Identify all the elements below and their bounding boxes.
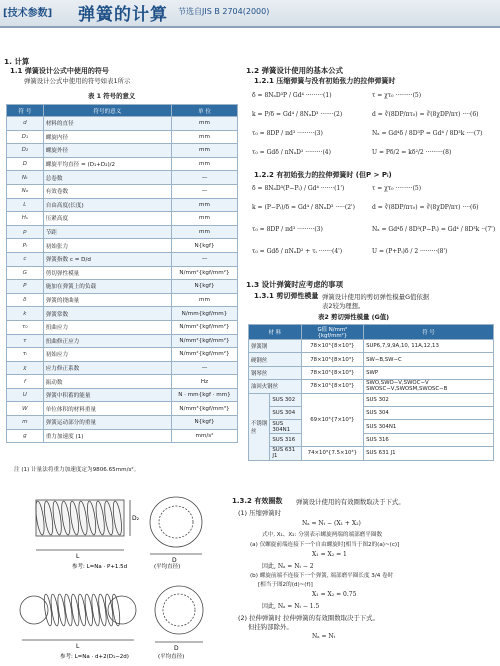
symbol-cell: δ <box>7 293 44 307</box>
table-row <box>249 406 494 419</box>
eq-case-b-result: 因此, Nₐ = Nₜ − 1.5 <box>262 603 320 610</box>
formula: τ₀ = 8DP / πd³ ·········(3) <box>252 226 323 233</box>
material-cell: 油回火钢丝 <box>249 380 302 393</box>
table-row <box>7 280 238 294</box>
section-1-3-1-desc2: 表2较为理想。 <box>322 302 365 310</box>
symbol-cell: τᵢ <box>7 348 44 362</box>
table-row <box>7 212 238 226</box>
unit-cell: mm <box>171 198 237 212</box>
meaning-cell: 螺旋内径 <box>43 130 171 144</box>
table-row <box>7 361 238 375</box>
unit-cell: — <box>171 171 237 185</box>
table-row <box>7 252 238 266</box>
symbol-cell: m <box>7 416 44 430</box>
formula: Nₐ = Gd⁴δ / 8D³(P−Pᵢ) = Gd⁴ / 8D³k ··(7') <box>372 226 496 233</box>
symbol-cell: D <box>7 157 44 171</box>
table-row <box>7 144 238 158</box>
formula: τ₀ = 8DP / πd³ ·········(3) <box>252 130 323 137</box>
meaning-cell: 振动数 <box>43 375 171 389</box>
unit-cell: Hz <box>171 375 237 389</box>
dim-label-l: L <box>76 553 80 560</box>
meaning-cell: 弹簧中积蓄的能量 <box>43 388 171 402</box>
symbol-cell: Nₐ <box>7 184 44 198</box>
formula: Nₐ = Gd⁴δ / 8D³P = Gd⁴ / 8D³k ····(7) <box>372 130 483 137</box>
meaning-cell: 扭曲应力 <box>43 320 171 334</box>
formula: τ₀ = Gdδ / πNₐD² + τᵢ ·······(4') <box>252 248 343 255</box>
symbol-cell: SUS 304N1 <box>364 420 494 433</box>
unit-cell: N/mm²{kgf/mm²} <box>171 334 237 348</box>
symbol-cell: f <box>7 375 44 389</box>
eq-na-extension: Nₐ = Nₜ <box>312 633 336 640</box>
symbol-cell: SW−B,SW−C <box>364 353 494 366</box>
meaning-cell: 单位体积的材料重量 <box>43 402 171 416</box>
page-title: 弹簧的计算 <box>78 5 168 25</box>
grade-cell: SUS 631 J1 <box>270 447 301 460</box>
unit-cell: — <box>171 361 237 375</box>
dim-label-d2: D₂ <box>132 515 140 522</box>
symbol-cell: Nₜ <box>7 171 44 185</box>
table-row <box>249 380 494 393</box>
section-1-3-2-title: 1.3.2 有效圈数 <box>232 497 283 505</box>
formula: d = ∛(8DP/πτ₀) = ∛(8χDP/πτ) ····(6) <box>372 204 479 211</box>
table1-header-1: 符号的意义 <box>43 105 171 117</box>
table-row <box>7 184 238 198</box>
meaning-cell: 扭曲修正应力 <box>43 334 171 348</box>
grade-cell: SUS 316 <box>270 433 301 446</box>
unit-cell: mm <box>171 212 237 226</box>
table-row <box>249 353 494 366</box>
symbol-cell: W <box>7 402 44 416</box>
section-1-3-1-desc1: 弹簧设计使用的剪切弹性模量G值依据 <box>322 293 430 301</box>
table2-header-1: G值 N/mm² {kgf/mm²} <box>301 325 363 340</box>
compression-spring-figure <box>14 492 224 570</box>
table-row <box>7 402 238 416</box>
table-row <box>249 393 494 406</box>
meaning-cell: 初始应力 <box>43 348 171 362</box>
section-1-2-2-title: 1.2.2 有初始张力的拉伸弹簧时 (但P > Pᵢ) <box>254 171 392 179</box>
symbol-cell: SUP6,7,9,9A,10, 11A,12,13 <box>364 340 494 353</box>
material-cell: 不锈钢丝 <box>249 393 270 460</box>
g-value-cell: 78×10³{8×10³} <box>301 340 363 353</box>
unit-cell: N/mm²{kgf/mm²} <box>171 266 237 280</box>
material-cell: 硬钢丝 <box>249 353 302 366</box>
symbol-cell: k <box>7 307 44 321</box>
eq-case-b: X₁ = X₂ = 0.75 <box>312 591 357 598</box>
table-row <box>249 420 494 433</box>
symbol-cell: g <box>7 429 44 443</box>
symbol-cell: SUS 316 <box>364 433 494 446</box>
g-value-cell: 74×10³{7.5×10³} <box>301 447 363 460</box>
table1-title: 表 1 符号的意义 <box>88 92 136 100</box>
g-value-cell: 78×10³{8×10³} <box>301 366 363 379</box>
g-value-cell: 78×10³{8×10³} <box>301 380 363 393</box>
table-row <box>249 433 494 446</box>
table-row <box>7 429 238 443</box>
formula: d = ∛(8DP/πτ₀) = ∛(8χDP/πτ) ····(6) <box>372 111 479 118</box>
unit-cell: — <box>171 184 237 198</box>
shear-modulus-table <box>248 324 494 461</box>
extension-spring-figure <box>14 578 224 660</box>
table1-header-0: 符 号 <box>7 105 44 117</box>
section-1-1-desc: 弹簧设计公式中使用的符号如表1所示 <box>24 77 131 85</box>
meaning-cell: 螺旋平均直径 = (D₁+D₂)/2 <box>43 157 171 171</box>
symbol-cell: D₁ <box>7 130 44 144</box>
unit-cell: mm <box>171 157 237 171</box>
case-a: (a) 仅螺旋前端连接下一个自由螺旋时[相当于图2的(a)~(c)] <box>250 542 400 548</box>
meaning-cell: 弹簧常数 <box>43 307 171 321</box>
grade-cell: SUS 304 <box>270 406 301 419</box>
table1-header-2: 单 位 <box>171 105 237 117</box>
unit-cell: mm <box>171 117 237 131</box>
meaning-cell: 节距 <box>43 225 171 239</box>
unit-cell: N/mm³{kgf/mm³} <box>171 402 237 416</box>
section-1-3-2-desc: 弹簧设计使用的有效圈数取决于下式。 <box>296 498 405 506</box>
eq-case-a: X₁ = X₂ = 1 <box>312 551 347 558</box>
case-b-ref: [相当于图2的(d)~(f)] <box>258 582 313 588</box>
symbol-cell: Pᵢ <box>7 239 44 253</box>
unit-cell: — <box>171 252 237 266</box>
symbol-cell: χ <box>7 361 44 375</box>
table-row <box>249 447 494 460</box>
fig1-caption: 参考: L=Na · P+1.5d <box>72 564 128 570</box>
meaning-cell: 总卷数 <box>43 171 171 185</box>
table-row <box>7 239 238 253</box>
symbol-table <box>6 104 238 443</box>
formula: k = (P−Pᵢ)/δ = Gd⁴ / 8NₐD³ ·····(2') <box>252 204 356 211</box>
symbol-cell: SWO,SWO−V,SWOC−V SWOSC−V,SWOSM,SWOSC−B <box>364 380 494 393</box>
unit-cell: N/mm{kgf/mm} <box>171 307 237 321</box>
table-row <box>7 198 238 212</box>
section-1-3-1-title: 1.3.1 剪切弹性模量 <box>254 292 319 300</box>
formula: U = (P+Pᵢ)δ / 2 ·········(8') <box>372 248 448 255</box>
formula-5-b: τ = χτ₀ ·········(5) <box>372 185 422 192</box>
dim-label-l2: L <box>76 643 80 650</box>
unit-cell: mm <box>171 144 237 158</box>
table-row <box>7 293 238 307</box>
symbol-cell: L <box>7 198 44 212</box>
table-row <box>7 130 238 144</box>
meaning-cell: 压紧高度 <box>43 212 171 226</box>
meaning-cell: 材料的直径 <box>43 117 171 131</box>
unit-cell: mm <box>171 293 237 307</box>
meaning-cell: 弹簧指数 c = D/d <box>43 252 171 266</box>
formula-1prime: δ = 8NₐD³(P−Pᵢ) / Gd⁴ ·······(1') <box>252 185 345 192</box>
page-subtitle: 节选自JIS B 2704(2000) <box>178 7 270 16</box>
table2-header-2: 符 号 <box>364 325 494 340</box>
symbol-cell: Hₛ <box>7 212 44 226</box>
table1-note: 注 (1) 计量法将重力加速度定为9806.65mm/s²。 <box>14 467 140 473</box>
section-1-title: 1. 计算 <box>4 57 30 66</box>
unit-cell: N{kgf} <box>171 416 237 430</box>
case-compression: (1) 压缩弹簧时 <box>238 509 282 517</box>
fig2-inner: (平均直径) <box>158 654 185 660</box>
section-1-2-1-title: 1.2.1 压缩弹簧与没有初始张力的拉伸弹簧时 <box>254 77 396 85</box>
table2-header-material: 材 料 <box>249 325 302 340</box>
section-1-2-title: 1.2 弹簧设计使用的基本公式 <box>246 66 343 75</box>
unit-cell: mm <box>171 225 237 239</box>
symbol-cell: D₂ <box>7 144 44 158</box>
symbol-cell: P <box>7 280 44 294</box>
table-row <box>7 388 238 402</box>
symbol-cell: SUS 304 <box>364 406 494 419</box>
formula: U = Pδ/2 = kδ²/2 ·········(8) <box>372 149 452 156</box>
meaning-cell: 剪切弹性模量 <box>43 266 171 280</box>
meaning-cell: 有效卷数 <box>43 184 171 198</box>
case-b: (b) 螺旋前端不连接下一个弹簧, 端部磨平圈长度 3/4 卷时 <box>250 573 394 579</box>
table-row <box>7 225 238 239</box>
dim-label-d: D <box>172 557 177 564</box>
table-row <box>7 307 238 321</box>
g-value-cell: 69×10³{7×10³} <box>301 393 363 447</box>
unit-cell: mm/s² <box>171 429 237 443</box>
g-value-cell: 78×10³{8×10³} <box>301 353 363 366</box>
meaning-cell: 自由高度(长度) <box>43 198 171 212</box>
meaning-cell: 初始张力 <box>43 239 171 253</box>
formula: δ = 8NₐD³P / Gd⁴ ·········(1) <box>252 92 332 99</box>
symbol-cell: d <box>7 117 44 131</box>
symbol-cell: SWP <box>364 366 494 379</box>
table-row <box>7 157 238 171</box>
table-row <box>7 416 238 430</box>
formula: τ₀ = Gdδ / πNₐD² ·········(4) <box>252 149 331 156</box>
section-1-1-title: 1.1 弹簧设计公式中使用的符号 <box>10 67 109 75</box>
symbol-cell: c <box>7 252 44 266</box>
dim-label-d-2: D <box>174 645 179 652</box>
table-row <box>7 117 238 131</box>
material-cell: 弹簧钢 <box>249 340 302 353</box>
unit-cell: N/mm²{kgf/mm²} <box>171 320 237 334</box>
eq-na-compression: Nₐ = Nₜ − (X₁ + X₂) <box>302 520 361 527</box>
fig2-caption: 参考: L=Na · d+2(D₁−2d) <box>60 654 129 660</box>
symbol-cell: SUS 631 J1 <box>364 447 494 460</box>
symbol-cell: G <box>7 266 44 280</box>
eq-case-a-result: 因此, Nₐ = Nₜ − 2 <box>262 563 314 570</box>
formula: k = P/δ = Gd⁴ / 8NₐD³ ·······(2) <box>252 111 343 118</box>
unit-cell: mm <box>171 130 237 144</box>
formula: τ = χτ₀ ·········(5) <box>372 92 422 99</box>
symbol-cell: p <box>7 225 44 239</box>
table-row <box>7 375 238 389</box>
symbol-cell: U <box>7 388 44 402</box>
fig1-inner: (平均直径) <box>154 564 181 570</box>
symbol-cell: τ₀ <box>7 320 44 334</box>
table-row <box>7 171 238 185</box>
eq-na-desc: 式中, X₁、X₂: 分别表示螺旋两端的端部磨平圈数 <box>262 532 383 538</box>
meaning-cell: 弹簧运动部分的重量 <box>43 416 171 430</box>
unit-cell: N{kgf} <box>171 239 237 253</box>
material-cell: 钢琴丝 <box>249 366 302 379</box>
table-row <box>249 340 494 353</box>
meaning-cell: 弹簧的挠曲量 <box>43 293 171 307</box>
unit-cell: N · mm{kgf · mm} <box>171 388 237 402</box>
meaning-cell: 施加在弹簧上的负载 <box>43 280 171 294</box>
header-tag: [技术参数] <box>3 8 53 19</box>
table-row <box>7 320 238 334</box>
section-1-3-title: 1.3 设计弹簧时应考虑的事项 <box>246 280 343 289</box>
unit-cell: N/mm²{kgf/mm²} <box>171 348 237 362</box>
case-extension-note: 但挂钩部除外。 <box>248 623 293 631</box>
table-row <box>7 334 238 348</box>
grade-cell: SUS 302 <box>270 393 301 406</box>
grade-cell: SUS 304N1 <box>270 420 301 433</box>
table2-title: 表2 剪切弹性模量 (G值) <box>318 313 390 321</box>
page-header <box>0 0 500 28</box>
meaning-cell: 应力修正系数 <box>43 361 171 375</box>
case-extension: (2) 拉伸弹簧时 拉伸弹簧的有效圈数取决于下式。 <box>238 614 379 622</box>
table-row <box>249 366 494 379</box>
table-row <box>7 348 238 362</box>
unit-cell: N{kgf} <box>171 280 237 294</box>
table-row <box>7 266 238 280</box>
symbol-cell: SUS 302 <box>364 393 494 406</box>
meaning-cell: 重力加速度 (1) <box>43 429 171 443</box>
symbol-cell: τ <box>7 334 44 348</box>
meaning-cell: 螺旋外径 <box>43 144 171 158</box>
